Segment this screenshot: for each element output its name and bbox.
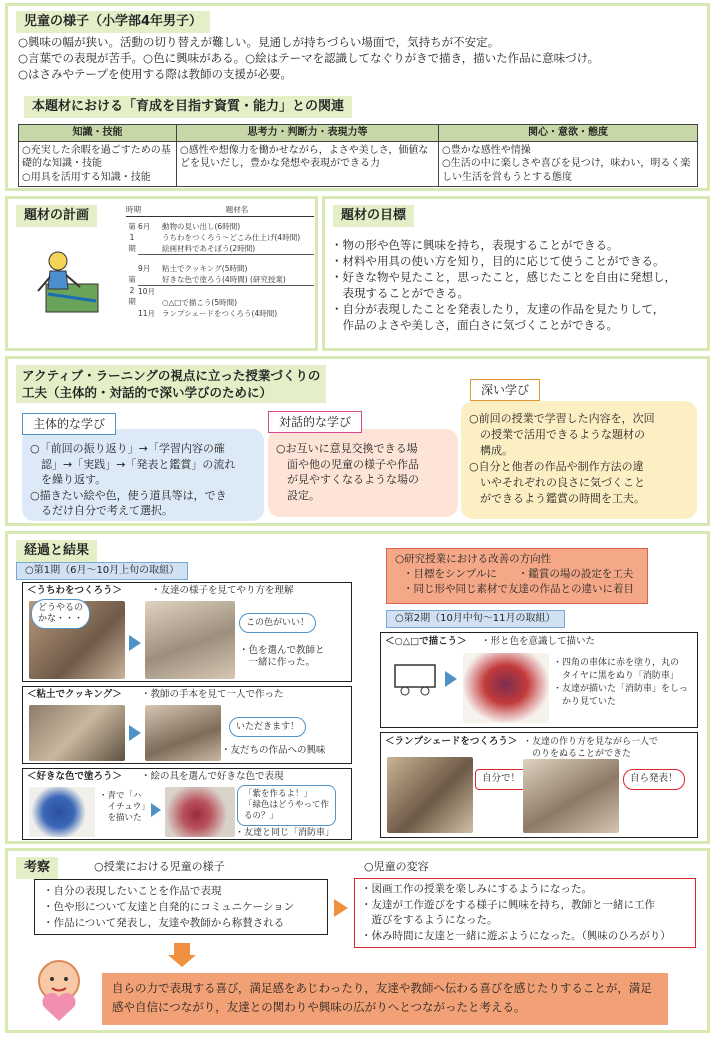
improvement-direction-box <box>386 548 648 604</box>
table-header: 関心・意欲・態度 <box>439 125 698 142</box>
card-caption: ・色を選んで教師と 一緒に作った。 <box>239 645 325 668</box>
fukai-line: の授業で活用できるような題材の <box>469 428 645 441</box>
card-head: ＜粘土でクッキング＞ <box>27 689 122 700</box>
left-heading: ○授業における児童の様子 <box>94 860 225 873</box>
plan-item: 好きな色で塗ろう(4時間) (研究授業) <box>162 275 286 285</box>
period-char: 期 <box>128 244 136 254</box>
period-char: 第 <box>128 222 136 232</box>
active-learning-title <box>16 365 326 403</box>
fukai-label: 深い学び <box>470 379 540 401</box>
photo-lampshade-1 <box>387 757 473 833</box>
fukai-box <box>461 401 697 519</box>
speech-bubble: 自分で！ <box>475 769 527 790</box>
taiwa-box <box>268 429 458 517</box>
abilities-table <box>18 124 698 187</box>
photo-nendo-2 <box>145 705 221 761</box>
speech-bubble: 自ら発表！ <box>623 769 685 790</box>
plan-schedule <box>126 205 314 319</box>
shutai-line: ○描きたい絵や色，使う道具等は，でき <box>30 488 227 502</box>
shutai-line: 認」→「実践」→「発表と鑑賞」の流れ <box>30 457 236 471</box>
card-caption: ・四角の車体に赤を塗り，丸の タイヤに黒をぬり「消防車」 ・友達が描いた「消防車」をしっ かり見ていた <box>553 658 689 707</box>
photo-painting-red <box>165 787 235 837</box>
plan-head-period: 時期 <box>126 205 141 214</box>
child-profile-title: 児童の様子（小学部4年男子） <box>16 11 210 33</box>
goal-lines <box>331 237 676 333</box>
taiwa-line: が見やすくなるような場の <box>276 473 419 486</box>
shutai-line: ○「前回の振り返り」→「学習内容の確 <box>30 442 225 455</box>
table-cell: ○豊かな感性や情操 ○生活の中に楽しさや喜びを見つけ，味わい，明るく楽しい生活を営もうとする態度 <box>439 141 698 187</box>
card-nendo <box>22 686 352 764</box>
results-panel <box>5 531 710 844</box>
drawing-child-illustration <box>18 239 108 319</box>
goal-line: ・材料や用具の使い方を知り，目的に応じて使うことができる。 <box>331 254 665 268</box>
speech-bubble: いただきます！ <box>229 717 306 737</box>
goal-line: 作品のよさや美しさ，面白さに気づくことができる。 <box>331 318 619 332</box>
plan-month: 11月 <box>138 309 156 319</box>
photo-firetruck-painting <box>463 653 549 723</box>
goal-line: ・好きな物や見たこと，思ったこと，感じたことを自由に発想し， <box>331 270 676 284</box>
card-note: ・絵の具を選んで好きな色で表現 <box>141 771 284 782</box>
shutai-line: るだけ自分で考えて選択。 <box>30 504 173 517</box>
arrow-icon <box>129 725 141 741</box>
consideration-title: 考察 <box>16 857 58 879</box>
abilities-subtitle: 本題材における「育成を目指す資質・能力」との関連 <box>24 96 352 118</box>
direction-line: ・同じ形や同じ素材で友達の作品との違いに着目 <box>403 583 634 595</box>
card-note: ・形と色を意識して描いた <box>481 636 596 647</box>
taiwa-line: 設定。 <box>276 488 320 502</box>
arrow-icon <box>445 671 457 687</box>
period-char: 2 <box>129 286 135 296</box>
card-lampshade <box>380 732 698 838</box>
card-note: ・友達の作り方を見ながら一人で のりをぬることができた <box>523 737 659 759</box>
direction-title: ○研究授業における改善の方向性 <box>395 553 552 565</box>
card-caption: ・友達と同じ「消防車」 <box>235 828 335 838</box>
card-head: ＜ランプシェードをつくろう＞ <box>385 736 518 747</box>
summary-box: 自らの力で表現する喜び，満足感をあじわったり，友達や教師へ伝わる喜びを感じたりすることが，満足感や自信につながり，友達との関わりや興味の広がりへとつながったと考える。 <box>102 973 668 1025</box>
card-shapes <box>380 632 698 728</box>
card-caption: ・友だちの作品への興味 <box>221 745 326 756</box>
taiwa-line: ○お互いに意見交換できる場 <box>276 442 418 455</box>
profile-line: ○興味の幅が狭い。活動の切り替えが難しい。見通しが持ちづらい場面で，気持ちが不安定。 <box>18 35 500 49</box>
child-profile-lines <box>18 34 599 82</box>
card-uchiwa <box>22 582 352 682</box>
goal-line: ・物の形や色等に興味を持ち，表現することができる。 <box>331 238 619 252</box>
child-heart-icon <box>24 957 94 1027</box>
shutai-line: を繰り返す。 <box>30 473 107 486</box>
right-line: ・図画工作の授業を楽しみにするようになった。 <box>361 883 592 895</box>
goal-line: 表現することができる。 <box>331 286 469 300</box>
speech-bubble: この色がいい！ <box>239 613 316 633</box>
thought-bubble: どうやるの かな・・・ <box>31 599 90 629</box>
card-sukinairo <box>22 768 352 840</box>
table-header: 知識・技能 <box>19 125 177 142</box>
period-char: 期 <box>128 297 136 307</box>
card-head: ＜○△□で描こう＞ <box>385 636 467 647</box>
left-line: ・自分の表現したいことを作品で表現 <box>43 885 222 897</box>
speech-bubble: 「紫を作るよ！」 「緑色はどうやって作 るの？」 <box>237 785 336 826</box>
phase1-label: ○第1期（6月〜10月上旬の取組） <box>16 562 188 580</box>
right-box <box>354 878 696 948</box>
fukai-line: ○前回の授業で学習した内容を，次回 <box>469 412 655 425</box>
active-title-line: 工夫（主体的・対話的で深い学びのために） <box>22 385 273 400</box>
plan-item: うちわをつくろう〜どこみ仕上げ(4時間) <box>162 233 301 243</box>
plan-item: ランプシェードをつくろう(4時間) <box>162 309 278 319</box>
table-cell: ○充実した余暇を過ごすための基礎的な知識・技能 ○用具を活用する知識・技能 <box>19 141 177 187</box>
arrow-down-icon <box>168 955 196 967</box>
period-char: 第 <box>128 275 136 285</box>
taiwa-line: 面や他の児童の様子や作品 <box>276 457 419 471</box>
shutai-label: 主体的な学び <box>22 413 116 435</box>
arrow-icon <box>151 803 161 817</box>
results-title: 経過と結果 <box>16 540 97 562</box>
fukai-line: 構成。 <box>469 444 513 457</box>
arrow-down-shaft <box>174 943 190 955</box>
card-note: ・友達の様子を見てやり方を理解 <box>151 585 294 596</box>
consideration-panel <box>5 848 710 1033</box>
profile-line: ○はさみやテープを使用する際は教師の支援が必要。 <box>18 67 292 81</box>
plan-head-name: 題材名 <box>225 205 249 214</box>
left-line: ・作品について発表し，友達や教師から称賛される <box>43 917 285 929</box>
plan-month: 6月 <box>138 222 151 232</box>
goal-line: ・自分が表現したことを発表したり，友達の作品を見たりして， <box>331 302 665 316</box>
plan-month: 9月 <box>138 264 151 274</box>
plan-month: 10月 <box>138 287 156 297</box>
plan-panel <box>5 196 318 351</box>
plan-item: 絵画材料であそぼう(2時間) <box>162 244 256 254</box>
table-header: 思考力・判断力・表現力等 <box>177 125 439 142</box>
right-heading: ○児童の変容 <box>364 860 429 873</box>
active-learning-panel <box>5 356 710 526</box>
right-line: 遊びをするようになった。 <box>361 914 498 926</box>
fukai-line: ○自分と他者の作品や制作方法の違 <box>469 460 644 473</box>
taiwa-label: 対話的な学び <box>268 411 362 433</box>
goal-panel <box>322 196 710 351</box>
shutai-box <box>22 429 264 521</box>
active-title-line: アクティブ・ラーニングの視点に立った授業づくりの <box>22 368 321 383</box>
goal-title: 題材の目標 <box>333 205 414 227</box>
photo-painting-blue <box>29 787 95 837</box>
right-line: ・友達が工作遊びをする様子に興味を持ち，教師と一緒に工作 <box>361 898 655 911</box>
right-line: ・休み時間に友達と一緒に遊ぶようになった。（興味のひろがり） <box>361 929 671 942</box>
arrow-icon <box>129 635 141 651</box>
plan-item: 動物の見い出し(6時間) <box>162 222 241 232</box>
photo-lampshade-2 <box>523 759 619 833</box>
phase2-label: ○第2期（10月中旬〜11月の取組） <box>386 610 565 628</box>
abilities-table-wrap <box>18 124 698 187</box>
card-head: ＜うちわをつくろう＞ <box>27 585 123 596</box>
plan-item: 粘土でクッキング(5時間) <box>162 264 248 274</box>
plan-title: 題材の計画 <box>16 205 97 227</box>
child-profile-panel <box>5 3 710 191</box>
left-line: ・色や形について友達と自発的にコミュニケーション <box>43 901 295 913</box>
card-head: ＜好きな色で塗ろう＞ <box>27 771 123 782</box>
card-note: ・教師の手本を見て一人で作った <box>141 689 284 700</box>
plan-item: ○△□で描こう(5時間) <box>162 298 238 308</box>
fukai-line: いやそれぞれの良さに気づくこと <box>469 476 645 489</box>
photo-nendo-1 <box>29 705 125 761</box>
card-caption: ・青で「ハ イチュウ」 を描いた <box>99 791 150 823</box>
arrow-right-icon <box>334 899 348 917</box>
left-box <box>34 879 328 935</box>
fukai-line: ができるよう鑑賞の時間を工夫。 <box>469 492 645 505</box>
profile-line: ○言葉での表現が苦手。○色に興味がある。○絵はテーマを認識してなぐりがきで描き，描いた作品に意味づけ。 <box>18 51 600 65</box>
photo-uchiwa-2 <box>145 601 235 679</box>
period-char: 1 <box>129 233 135 243</box>
table-cell: ○感性や想像力を働かせながら，よさや美しさ，価値などを見いだし，豊かな発想や表現ができる力 <box>177 141 439 187</box>
direction-line: ・目標をシンプルに ・鑑賞の場の設定を工夫 <box>403 568 634 580</box>
firetruck-sketch-icon <box>391 661 439 697</box>
